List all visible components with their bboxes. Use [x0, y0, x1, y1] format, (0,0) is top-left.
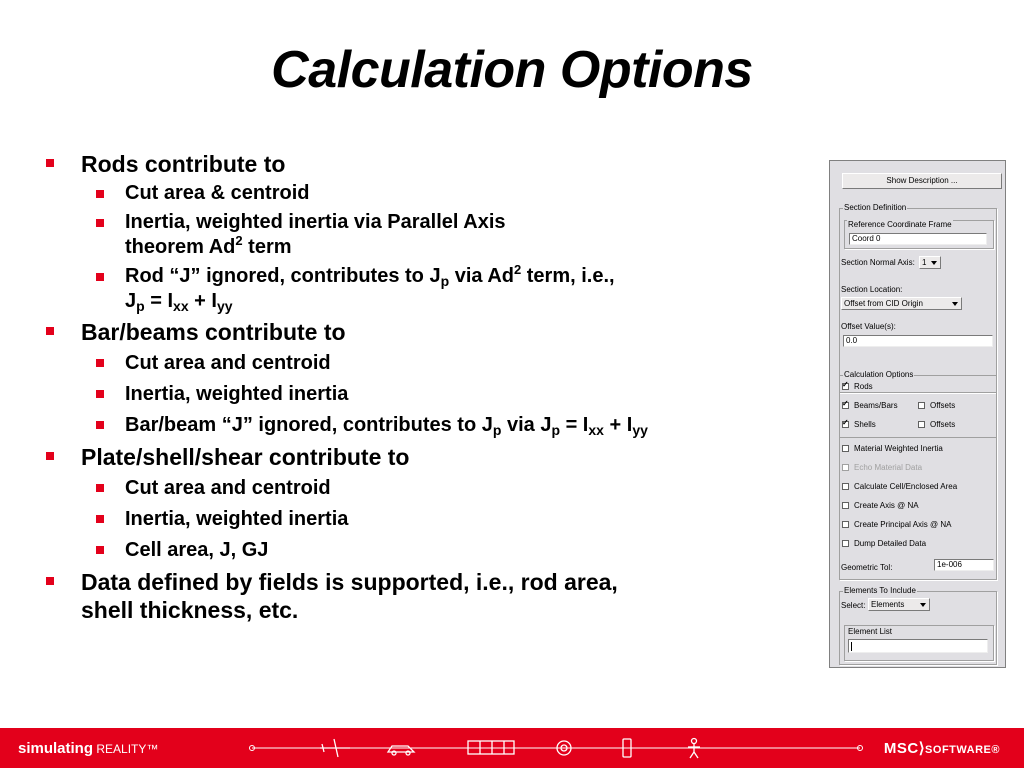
bullet-plate: Plate/shell/shear contribute to: [44, 443, 814, 472]
location-dropdown[interactable]: Offset from CID Origin: [841, 297, 962, 310]
bullet-square-icon: [46, 327, 54, 335]
calculation-options-panel: [829, 160, 1006, 668]
select-label: Select:: [841, 601, 866, 610]
location-label: Section Location:: [841, 285, 903, 294]
shells-label: Shells: [854, 420, 876, 429]
bullet-rods: Rods contribute to: [44, 150, 814, 178]
normal-axis-dropdown[interactable]: 1: [919, 256, 941, 269]
ref-frame-input[interactable]: Coord 0: [849, 233, 987, 245]
subbullet: Inertia, weighted inertia: [44, 506, 814, 533]
principal-axis-label: Create Principal Axis @ NA: [854, 520, 952, 529]
beam-offsets-label: Offsets: [930, 401, 956, 410]
bullet-square-icon: [96, 421, 104, 429]
beams-label: Beams/Bars: [854, 401, 898, 410]
axis-na-checkbox[interactable]: [842, 502, 849, 509]
ref-frame-label: Reference Coordinate Frame: [848, 220, 952, 229]
bullet-square-icon: [96, 190, 104, 198]
bullet-square-icon: [96, 273, 104, 281]
calc-cell-checkbox[interactable]: [842, 483, 849, 490]
subbullet: Cut area and centroid: [44, 350, 814, 377]
section-definition-label: Section Definition: [844, 203, 907, 212]
subbullet: Inertia, weighted inertia via Parallel Axis theorem Ad$^2$ term: [44, 210, 814, 260]
beam-offsets-checkbox[interactable]: [918, 402, 925, 409]
footer-icons-strip: [248, 736, 868, 760]
bullet-square-icon: [46, 577, 54, 585]
chevron-down-icon: [952, 302, 958, 306]
subbullet: Bar/beam “J” ignored, contributes to $J_p$ via $J_p = I_{xx} + I_{yy}$: [44, 412, 814, 439]
footer-bar: [0, 728, 1024, 768]
airplane-icon: [320, 739, 350, 757]
slide-title: Calculation Options: [271, 41, 753, 99]
geom-tol-input[interactable]: 1e-006: [934, 559, 994, 571]
bullet-square-icon: [96, 359, 104, 367]
chevron-down-icon: [931, 261, 937, 265]
bullet-square-icon: [46, 452, 54, 460]
select-dropdown[interactable]: Elements: [868, 598, 930, 611]
bullet-square-icon: [96, 390, 104, 398]
dump-data-checkbox[interactable]: [842, 540, 849, 547]
normal-axis-label: Section Normal Axis:: [841, 258, 915, 267]
principal-axis-checkbox[interactable]: [842, 521, 849, 528]
brand-tagline: simulating REALITY™: [18, 740, 159, 757]
logo-swoosh-icon: ⟩: [918, 740, 926, 757]
material-weighted-checkbox[interactable]: [842, 445, 849, 452]
material-weighted-label: Material Weighted Inertia: [854, 444, 943, 453]
calc-options-label: Calculation Options: [844, 370, 914, 379]
bullet-square-icon: [96, 546, 104, 554]
subbullet: Cell area, J, GJ: [44, 537, 814, 564]
element-list-input[interactable]: [848, 639, 988, 653]
text-cursor: [851, 642, 852, 651]
element-list-label: Element List: [848, 627, 893, 636]
echo-material-checkbox[interactable]: [842, 464, 849, 471]
axis-na-label: Create Axis @ NA: [854, 501, 919, 510]
subbullet: Inertia, weighted inertia: [44, 381, 814, 408]
shells-checkbox[interactable]: [842, 421, 849, 428]
echo-material-label: Echo Material Data: [854, 463, 923, 472]
rods-label: Rods: [854, 382, 873, 391]
offset-input[interactable]: 0.0: [843, 335, 993, 347]
subbullet: Cut area and centroid: [44, 475, 814, 502]
car-icon: [388, 746, 414, 755]
rods-checkbox[interactable]: [842, 383, 849, 390]
divider: [840, 437, 996, 438]
elements-include-label: Elements To Include: [844, 586, 916, 595]
geom-tol-label: Geometric Tol:: [841, 563, 893, 572]
calc-cell-label: Calculate Cell/Enclosed Area: [854, 482, 958, 491]
subbullet: Cut area & centroid: [44, 181, 814, 206]
bullet-data: Data defined by fields is supported, i.e., rod area, shell thickness, etc.: [44, 568, 814, 624]
dump-data-label: Dump Detailed Data: [854, 539, 927, 548]
shell-offsets-label: Offsets: [930, 420, 956, 429]
subbullet: Rod “J” ignored, contributes to $J_p$ via Ad$^2$ term, i.e., $J_p = I_{xx} + I_{yy}$: [44, 264, 814, 314]
bullet-square-icon: [96, 515, 104, 523]
chevron-down-icon: [920, 603, 926, 607]
beams-checkbox[interactable]: [842, 402, 849, 409]
bullet-square-icon: [96, 484, 104, 492]
bullet-square-icon: [46, 159, 54, 167]
bullet-list: [44, 150, 814, 627]
show-description-button[interactable]: Show Description ...: [842, 173, 1002, 189]
msc-software-logo: MSC⟩SOFTWARE®: [883, 740, 1000, 757]
bullet-bars: Bar/beams contribute to: [44, 318, 814, 347]
offset-label: Offset Value(s):: [841, 322, 896, 331]
shell-offsets-checkbox[interactable]: [918, 421, 925, 428]
bullet-square-icon: [96, 219, 104, 227]
